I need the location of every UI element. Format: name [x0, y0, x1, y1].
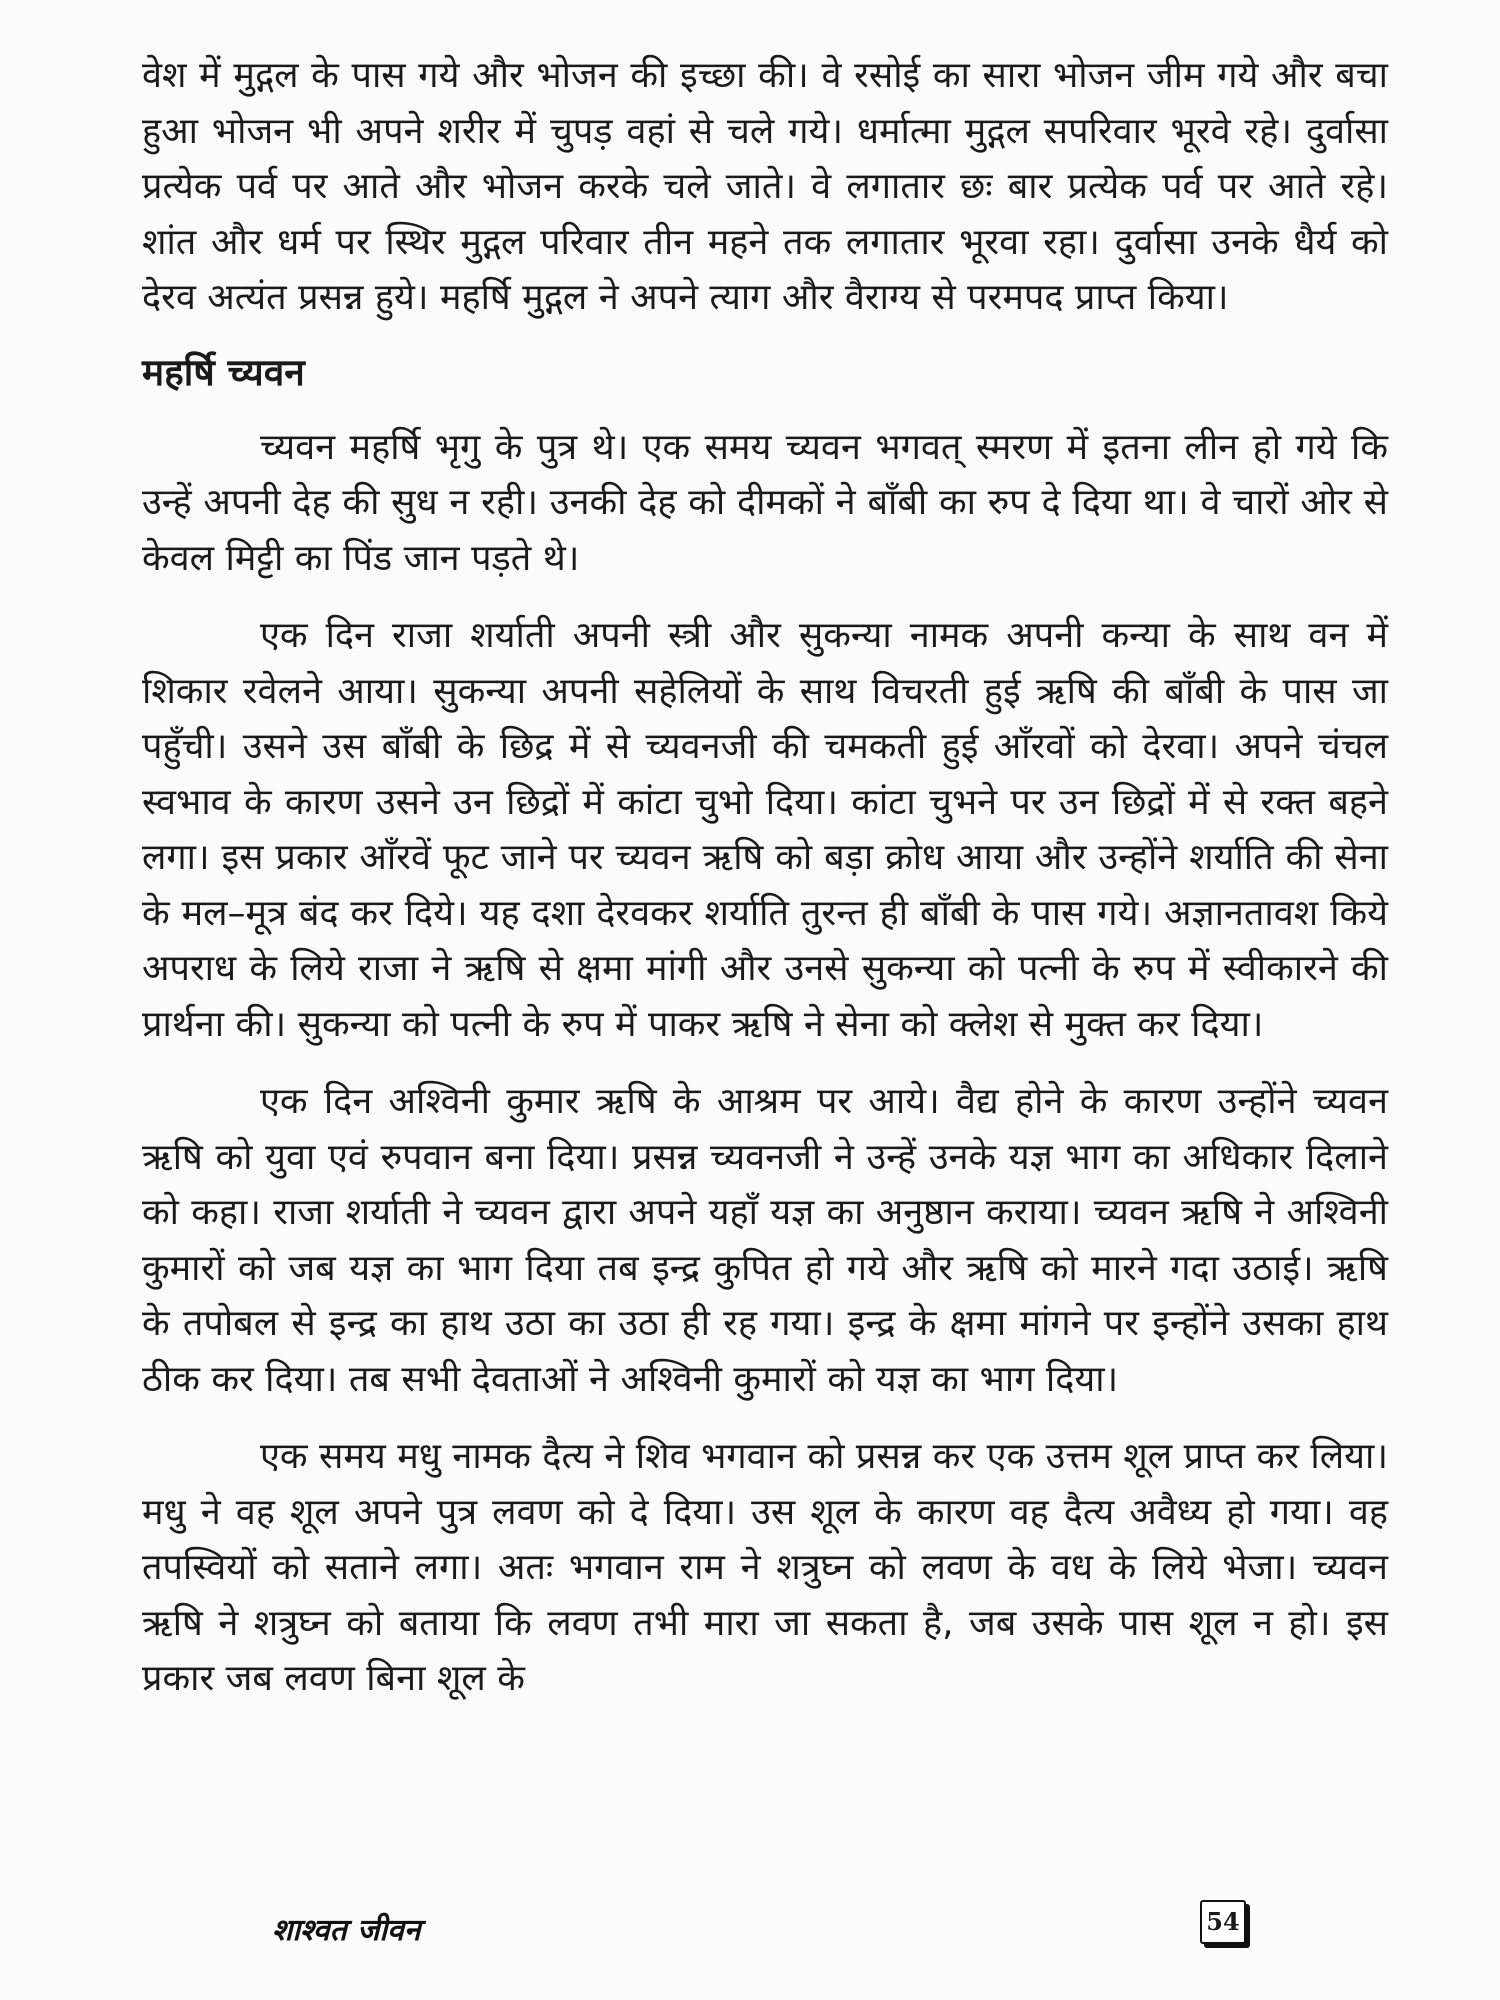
paragraph-mudgal-continued: वेश में मुद्गल के पास गये और भोजन की इच्छा की। वे रसोई का सारा भोजन जीम गये और बचा हुआ भोजन भी अपने शरीर में चुपड़ वहां से चले गये। धर्मात्मा मुद्गल सपरिवार भूरवे रहे। दुर्वासा प्रत्येक पर्व पर आते और भोजन करके चले जाते। वे लगातार छः बार प्रत्येक पर्व पर आते रहे। शांत और धर्म पर स्थिर मुद्गल परिवार तीन महने तक लगातार भूरवा रहा। दुर्वासा उनके धैर्य को देरव अत्यंत प्रसन्न हुये। महर्षि मुद्गल ने अपने त्याग और वैराग्य से परमपद प्राप्त किया।: [142, 55, 1388, 318]
section-heading-maharshi-chyavan: महर्षि च्यवन: [142, 350, 305, 394]
paragraph-madhu-lavan: एक समय मधु नामक दैत्य ने शिव भगवान को प्रसन्न कर एक उत्तम शूल प्राप्त कर लिया। मधु ने वह शूल अपने पुत्र लवण को दे दिया। उस शूल के कारण वह दैत्य अवैध्य हो गया। वह तपस्वियों को सताने लगा। अतः भगवान राम ने शत्रुघ्न को लवण के वध के लिये भेजा। च्यवन ऋषि ने शत्रुघ्न को बताया कि लवण तभी मारा जा सकता है, जब उसके पास शूल न हो। इस प्रकार जब लवण बिना शूल के: [142, 1436, 1388, 1699]
paragraph-ashwini-kumar: एक दिन अश्विनी कुमार ऋषि के आश्रम पर आये। वैद्य होने के कारण उन्होंने च्यवन ऋषि को युवा एवं रुपवान बना दिया। प्रसन्न च्यवनजी ने उन्हें उनके यज्ञ भाग का अधिकार दिलाने को कहा। राजा शर्याती ने च्यवन द्वारा अपने यहाँ यज्ञ का अनुष्ठान कराया। च्यवन ऋषि ने अश्विनी कुमारों को जब यज्ञ का भाग दिया तब इन्द्र कुपित हो गये और ऋषि को मारने गदा उठाई। ऋषि के तपोबल से इन्द्र का हाथ उठा का उठा ही रह गया। इन्द्र के क्षमा मांगने पर इन्होंने उसका हाथ ठीक कर दिया। तब सभी देवताओं ने अश्विनी कुमारों को यज्ञ का भाग दिया।: [142, 1081, 1388, 1400]
book-title: शाश्वत जीवन: [272, 1913, 421, 1948]
page-footer: [0, 1900, 1500, 1960]
paragraph-chyavan-intro: च्यवन महर्षि भृगु के पुत्र थे। एक समय च्यवन भगवत् स्मरण में इतना लीन हो गये कि उन्हें अपनी देह की सुध न रही। उनकी देह को दीमकों ने बाँबी का रुप दे दिया था। वे चारों ओर से केवल मिट्टी का पिंड जान पड़ते थे।: [142, 426, 1388, 579]
page-number: 54: [1200, 1900, 1246, 1944]
paragraph-sukanya-story: एक दिन राजा शर्याती अपनी स्त्री और सुकन्या नामक अपनी कन्या के साथ वन में शिकार रवेलने आया। सुकन्या अपनी सहेलियों के साथ विचरती हुई ऋषि की बाँबी के पास जा पहुँची। उसने उस बाँबी के छिद्र में से च्यवनजी की चमकती हुई आँरवों को देरवा। अपने चंचल स्वभाव के कारण उसने उन छिद्रों में कांटा चुभो दिया। कांटा चुभने पर उन छिद्रों में से रक्त बहने लगा। इस प्रकार आँरवें फूट जाने पर च्यवन ऋषि को बड़ा क्रोध आया और उन्होंने शर्याति की सेना के मल–मूत्र बंद कर दिये। यह दशा देरवकर शर्याति तुरन्त ही बाँबी के पास गये। अज्ञानतावश किये अपराध के लिये राजा ने ऋषि से क्षमा मांगी और उनसे सुकन्या को पत्नी के रुप में स्वीकारने की प्रार्थना की। सुकन्या को पत्नी के रुप में पाकर ऋषि ने सेना को क्लेश से मुक्त कर दिया।: [142, 615, 1388, 1045]
